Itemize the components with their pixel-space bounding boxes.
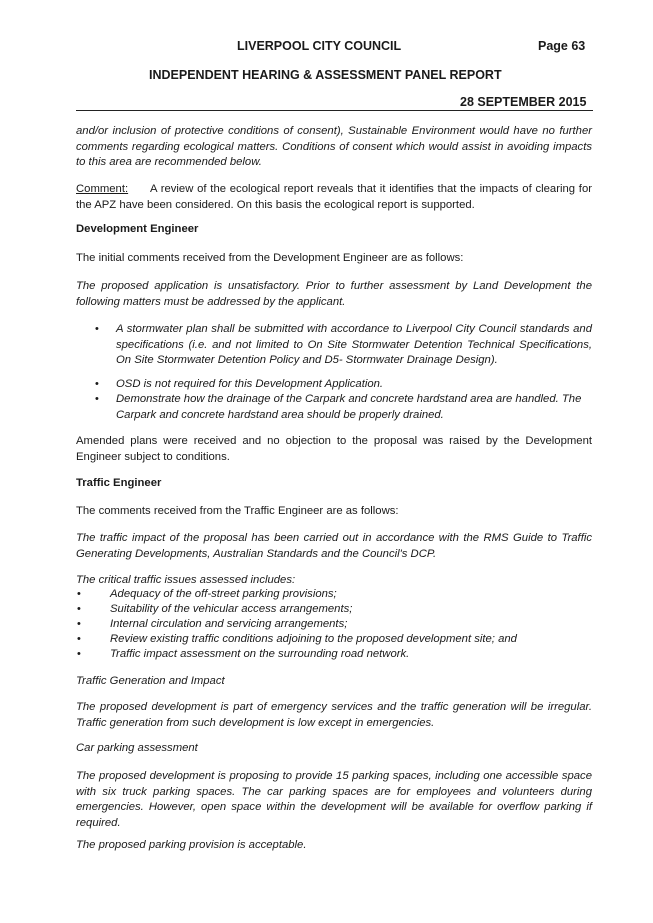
comment-text: A review of the ecological report reveals that it identifies that the impacts of clearing for the APZ have been considered. On this basis the ecological report is supported. — [76, 183, 592, 211]
council-name: LIVERPOOL CITY COUNCIL — [237, 39, 402, 53]
bullet-icon: • — [95, 393, 99, 405]
bullet-icon: • — [77, 648, 81, 660]
intro-paragraph: and/or inclusion of protective conditions of consent), Sustainable Environment would have no further comments regarding ecological matters. Conditions of consent which would assist in avoiding impacts to this area are recommended below. — [76, 125, 592, 168]
report-title: INDEPENDENT HEARING & ASSESSMENT PANEL REPORT — [149, 68, 502, 82]
dev-engineer-quote: The proposed application is unsatisfactory. Prior to further assessment by Land Development the following matters must be addressed by the applicant. — [76, 280, 592, 308]
critical-bullet: Adequacy of the off-street parking provisions; — [110, 588, 337, 600]
critical-bullet: Suitability of the vehicular access arrangements; — [110, 603, 353, 615]
bullet-icon: • — [95, 323, 99, 335]
car-parking-heading: Car parking assessment — [76, 742, 198, 754]
bullet-icon: • — [77, 633, 81, 645]
dev-engineer-outcome: Amended plans were received and no objection to the proposal was raised by the Development Engineer subject to conditions. — [76, 435, 592, 463]
critical-issues-intro: The critical traffic issues assessed includes: — [76, 574, 296, 586]
page-number: Page 63 — [538, 39, 586, 53]
dev-eng-bullet: Demonstrate how the drainage of the Carpark and concrete hardstand area are handled. The Carpark and concrete hardstand area should be properly drained. — [116, 393, 582, 421]
header-rule — [76, 110, 593, 111]
report-date: 28 SEPTEMBER 2015 — [460, 95, 587, 109]
bullet-icon: • — [77, 618, 81, 630]
critical-bullet: Traffic impact assessment on the surrounding road network. — [110, 648, 410, 660]
comment-label: Comment: — [76, 183, 129, 195]
dev-eng-bullet: A stormwater plan shall be submitted with accordance to Liverpool City Council standards and specifications (i.e. and not limited to On Site Stormwater Detention Technical Specifications, On Site Stormwater Detention Policy and D5- Stormwater Drainage Design). — [116, 323, 592, 366]
dev-eng-bullet: OSD is not required for this Development Application. — [116, 378, 384, 390]
dev-engineer-heading: Development Engineer — [76, 223, 199, 235]
traffic-engineer-heading: Traffic Engineer — [76, 477, 162, 489]
bullet-icon: • — [77, 588, 81, 600]
traffic-engineer-quote: The traffic impact of the proposal has been carried out in accordance with the RMS Guide to Traffic Generating Developments, Australian Standards and the Council's DCP. — [76, 532, 592, 560]
traffic-engineer-intro: The comments received from the Traffic Engineer are as follows: — [76, 505, 399, 517]
bullet-icon: • — [95, 378, 99, 390]
comment-paragraph — [76, 182, 592, 213]
parking-conclusion: The proposed parking provision is acceptable. — [76, 839, 307, 851]
traffic-generation-heading: Traffic Generation and Impact — [76, 675, 225, 687]
bullet-icon: • — [77, 603, 81, 615]
car-parking-text: The proposed development is proposing to provide 15 parking spaces, including one accessible space with six truck parking spaces. The car parking spaces are for employees and volunteers during emergencies. However, open space within the development will be available for overflow parking if required. — [76, 770, 592, 829]
traffic-generation-text: The proposed development is part of emergency services and the traffic generation will be irregular. Traffic generation from such development is low except in emergencies. — [76, 701, 592, 729]
critical-bullet: Review existing traffic conditions adjoining to the proposed development site; and — [110, 633, 517, 645]
dev-engineer-intro: The initial comments received from the Development Engineer are as follows: — [76, 252, 464, 264]
critical-bullet: Internal circulation and servicing arrangements; — [110, 618, 348, 630]
